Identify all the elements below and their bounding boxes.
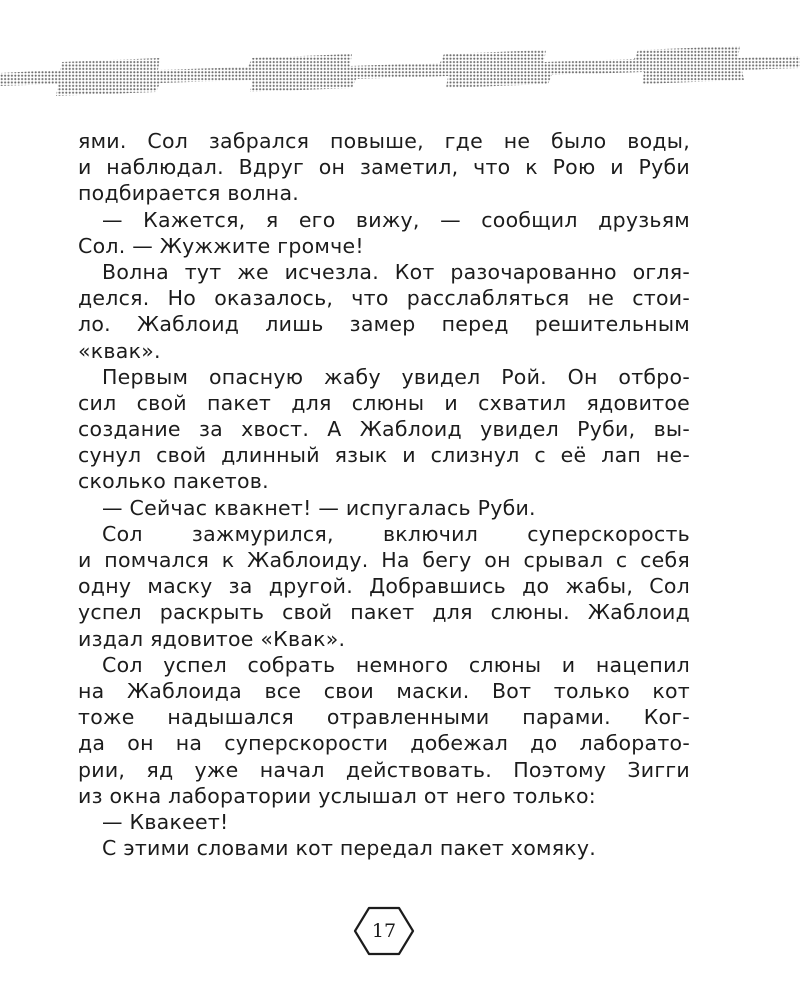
text-line: — Квакеет! <box>102 809 229 834</box>
text-line: подбирается волна. <box>78 181 300 206</box>
text-line: одну маску за другой. Добравшись до жабы, Сол <box>78 574 690 599</box>
text-line: делся. Но оказалось, что расслабляться не стои- <box>78 286 690 311</box>
text-line: сил свой пакет для слюны и схватил ядовитое <box>78 390 690 415</box>
text-line: — Кажется, я его вижу, — сообщил друзьям <box>102 207 690 232</box>
text-line: Волна тут же исчезла. Кот разочарованно огля- <box>102 259 690 284</box>
text-line: Сол зажмурился, включил суперскорость <box>102 521 690 546</box>
page-number-badge <box>353 906 415 956</box>
text-line: создание за хвост. А Жаблоид увидел Руби, вы- <box>78 417 690 442</box>
text-line: ло. Жаблоид лишь замер перед решительным <box>78 312 690 337</box>
text-line: Первым опасную жабу увидел Рой. Он отбро- <box>102 364 690 389</box>
text-line: «квак». <box>78 338 161 363</box>
text-line: рии, яд уже начал действовать. Поэтому Зигги <box>78 757 690 782</box>
text-line: тоже надышался отравленными парами. Ког- <box>78 705 690 730</box>
text-line: Сол успел собрать немного слюны и нацепил <box>102 652 690 677</box>
halftone-band-decoration <box>0 40 800 100</box>
text-line: на Жаблоида все свои маски. Вот только кот <box>78 678 690 703</box>
page-number: 17 <box>371 920 397 942</box>
text-line: издал ядовитое «Квак». <box>78 626 346 651</box>
text-line: и помчался к Жаблоиду. На бегу он срывал с себя <box>78 548 690 572</box>
text-line: да он на суперскорости добежал до лаборато- <box>78 731 690 756</box>
text-line: — Сейчас квакнет! — испугалась Руби. <box>102 495 536 520</box>
text-line: сколько пакетов. <box>78 469 269 494</box>
text-line: успел раскрыть свой пакет для слюны. Жаблоид <box>78 600 690 625</box>
text-line: Сол. — Жужжите громче! <box>78 233 364 258</box>
text-line: С этими словами кот передал пакет хомяку. <box>102 836 597 861</box>
text-line: и наблюдал. Вдруг он заметил, что к Рою и Руби <box>78 155 690 180</box>
text-line: сунул свой длинный язык и слизнул с её лап не- <box>78 443 690 468</box>
text-line: из окна лаборатории услышал от него только: <box>78 783 596 808</box>
body-text <box>78 128 690 861</box>
text-line: ями. Сол забрался повыше, где не было воды, <box>78 129 690 153</box>
